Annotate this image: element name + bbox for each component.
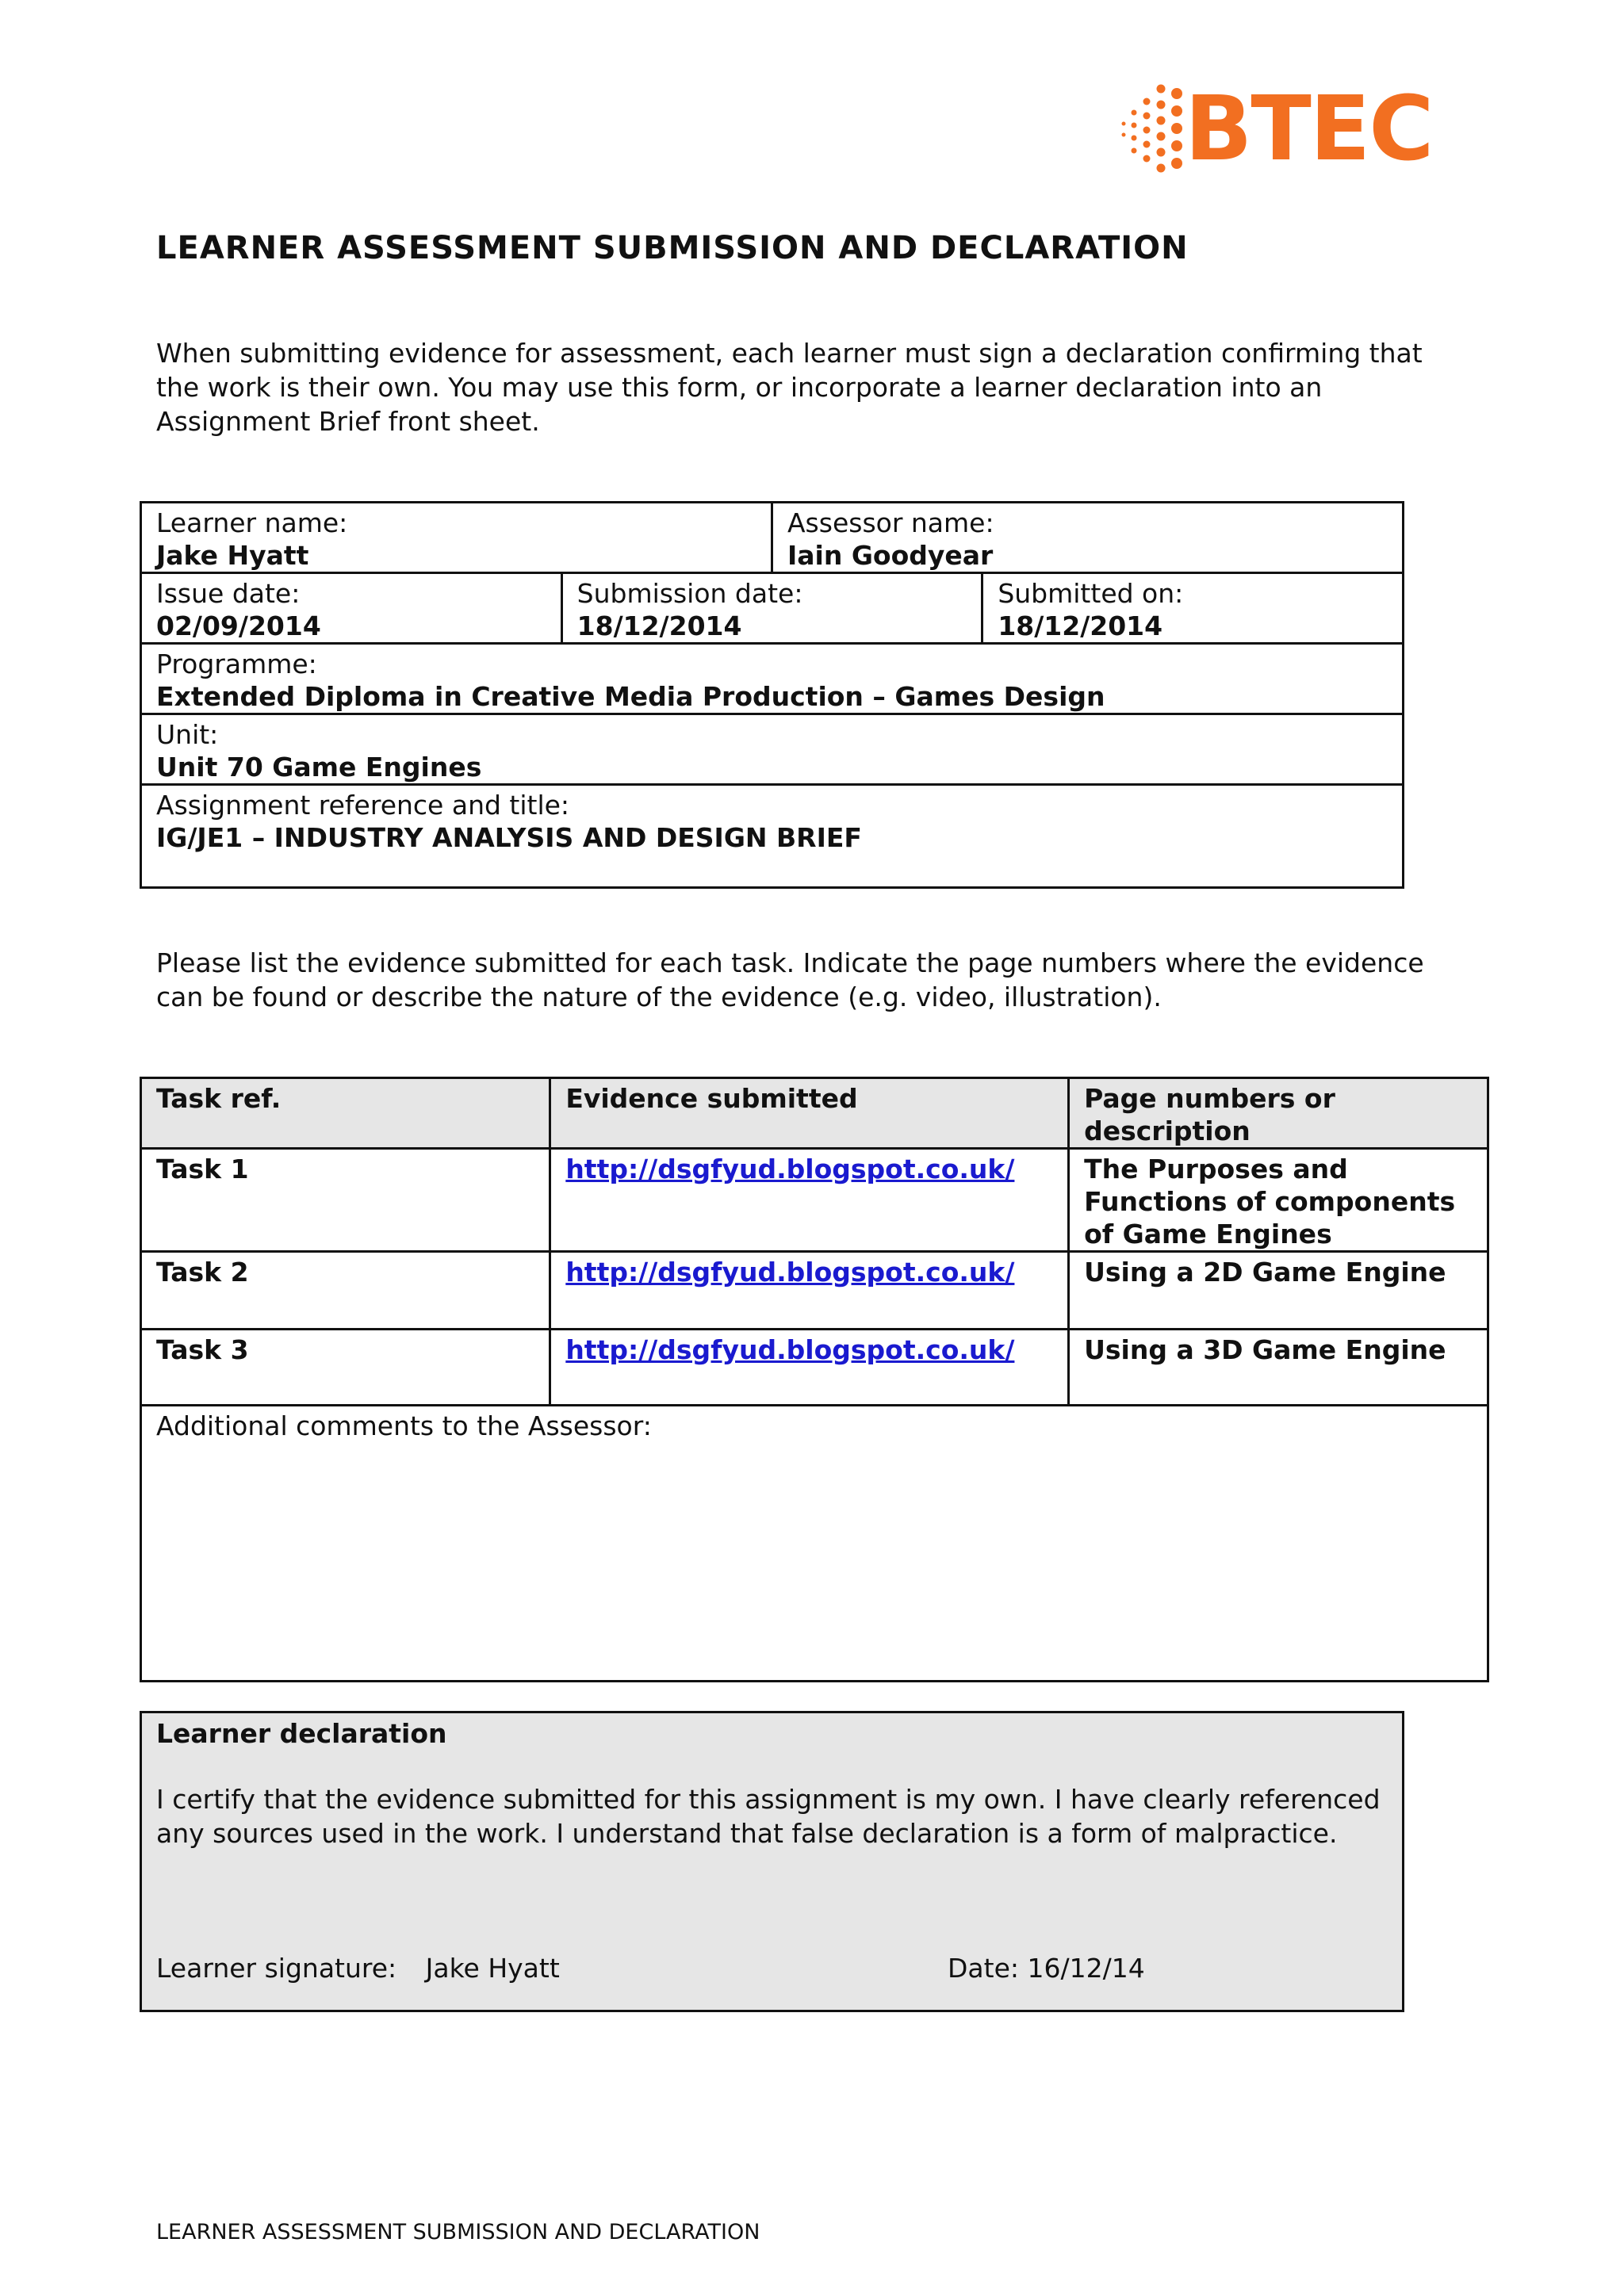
- programme: Extended Diploma in Creative Media Production – Games Design: [156, 681, 1105, 712]
- date-label: Date:: [948, 1953, 1019, 1984]
- programme-label: Programme:: [156, 649, 317, 679]
- table-row: [141, 1252, 1488, 1330]
- submission-date-label: Submission date:: [576, 578, 803, 609]
- issue-date: 02/09/2014: [156, 610, 321, 641]
- submitted-on-label: Submitted on:: [998, 578, 1184, 609]
- task-ref: Task 2: [141, 1252, 550, 1330]
- issue-date-label: Issue date:: [156, 578, 301, 609]
- evidence-link[interactable]: http://dsgfyud.blogspot.co.uk/: [565, 1257, 1015, 1288]
- task-ref: Task 3: [141, 1330, 550, 1406]
- unit-cell: [141, 714, 1404, 785]
- learner-name: Jake Hyatt: [156, 540, 309, 571]
- evidence-link[interactable]: http://dsgfyud.blogspot.co.uk/: [565, 1154, 1015, 1184]
- intro-paragraph: When submitting evidence for assessment, each learner must sign a declaration confirming that the work is their own. You may use this form, or incorporate a learner declaration into an Assignment Brief front sheet.: [156, 338, 1423, 437]
- programme-cell: [141, 644, 1404, 714]
- learner-name-label: Learner name:: [156, 507, 348, 538]
- table-row: [141, 1149, 1488, 1252]
- header-evidence: Evidence submitted: [550, 1078, 1069, 1149]
- task-description: The Purposes and Functions of components of Game Engines: [1069, 1149, 1488, 1252]
- task-ref: Task 1: [141, 1149, 550, 1252]
- declaration-text: I certify that the evidence submitted for this assignment is my own. I have clearly referenced any sources used in the work. I understand that false declaration is a form of malpractice.: [156, 1784, 1381, 1849]
- page-title: LEARNER ASSESSMENT SUBMISSION AND DECLARATION: [156, 230, 1189, 266]
- dot-pattern-icon: [1120, 78, 1183, 181]
- submission-date-cell: [561, 573, 982, 644]
- assessor-name: Iain Goodyear: [787, 540, 994, 571]
- declaration-date: 16/12/14: [1027, 1953, 1145, 1984]
- evidence-link[interactable]: http://dsgfyud.blogspot.co.uk/: [565, 1334, 1015, 1365]
- learner-name-cell: [141, 503, 772, 573]
- assessor-name-label: Assessor name:: [787, 507, 994, 538]
- declaration-heading: Learner declaration: [156, 1718, 447, 1749]
- signature-label: Learner signature:: [156, 1953, 397, 1984]
- submitted-on: 18/12/2014: [998, 610, 1163, 641]
- assignment-cell: [141, 785, 1404, 888]
- evidence-table: [140, 1077, 1489, 1682]
- submission-date: 18/12/2014: [576, 610, 742, 641]
- signature-line: [156, 1951, 560, 1985]
- assessor-name-cell: [772, 503, 1403, 573]
- additional-comments: [141, 1406, 1488, 1682]
- assignment: IG/JE1 – INDUSTRY ANALYSIS AND DESIGN BRIEF: [156, 822, 862, 853]
- learner-signature: Jake Hyatt: [425, 1953, 560, 1984]
- unit: Unit 70 Game Engines: [156, 752, 482, 783]
- task-description: Using a 2D Game Engine: [1069, 1252, 1488, 1330]
- table-row: [141, 1330, 1488, 1406]
- task-description: Using a 3D Game Engine: [1069, 1330, 1488, 1406]
- issue-date-cell: [141, 573, 562, 644]
- learner-declaration: [140, 1711, 1404, 2012]
- page-footer: LEARNER ASSESSMENT SUBMISSION AND DECLARATION: [156, 2220, 760, 2244]
- assignment-label: Assignment reference and title:: [156, 790, 570, 821]
- logo-text: BTEC: [1185, 78, 1433, 181]
- submitted-on-cell: [982, 573, 1404, 644]
- header-page-numbers: Page numbers or description: [1069, 1078, 1488, 1149]
- additional-comments-label: Additional comments to the Assessor:: [156, 1410, 652, 1441]
- details-table: [140, 501, 1404, 889]
- btec-logo: [1120, 78, 1433, 181]
- date-line: [948, 1951, 1145, 1985]
- unit-label: Unit:: [156, 719, 219, 750]
- header-task-ref: Task ref.: [141, 1078, 550, 1149]
- evidence-instructions: Please list the evidence submitted for each task. Indicate the page numbers where the evidence can be found or describe the nature of the evidence (e.g. video, illustration).: [156, 947, 1424, 1012]
